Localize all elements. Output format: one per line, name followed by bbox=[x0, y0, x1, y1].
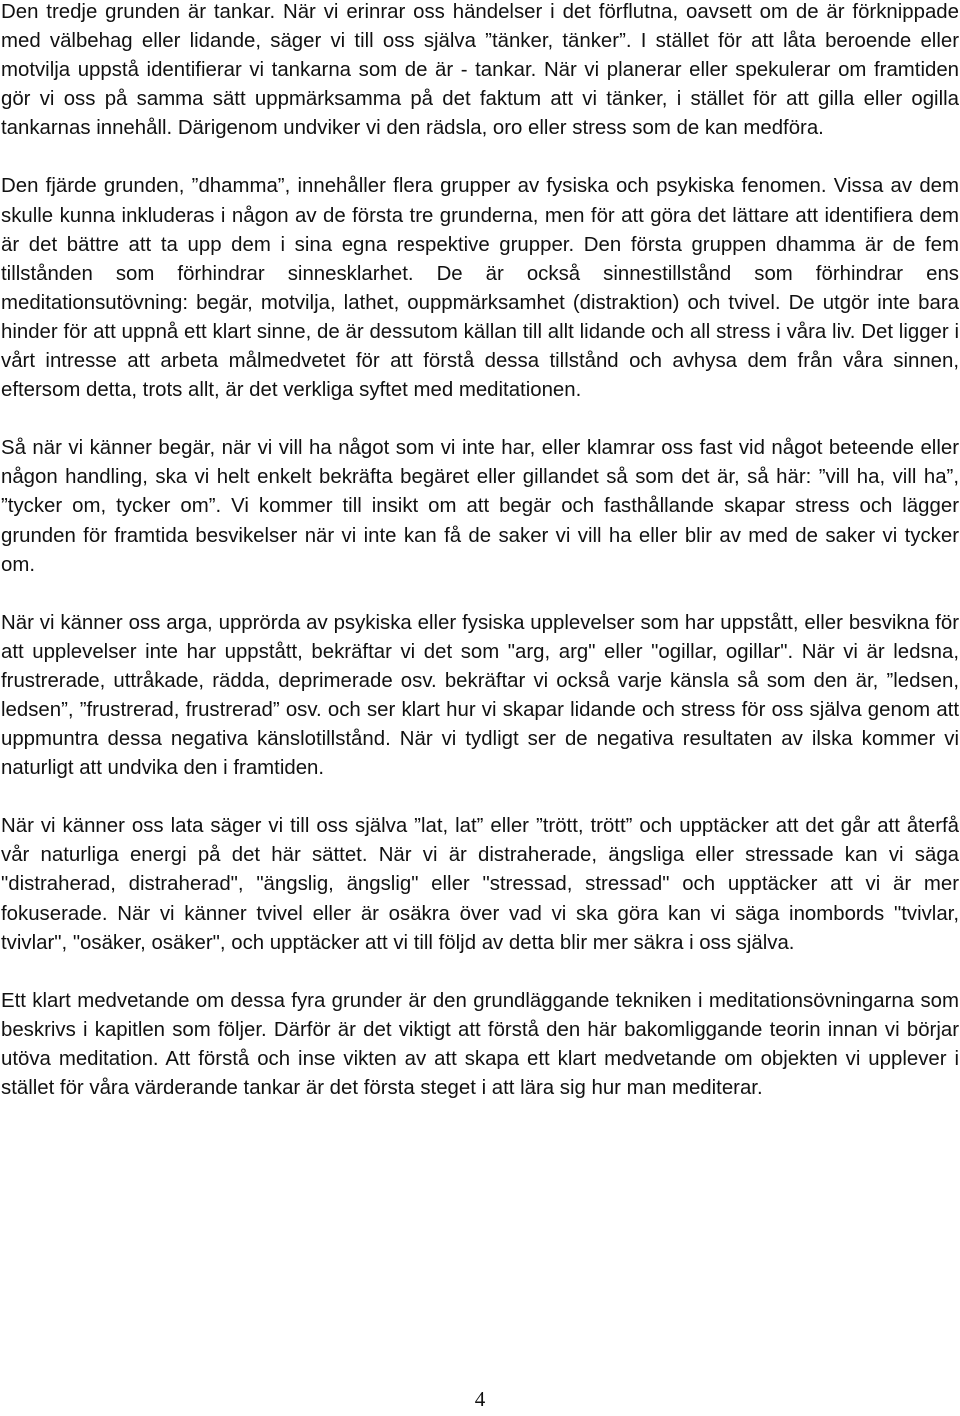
paragraph-spacer bbox=[1, 143, 959, 172]
paragraph-anger: När vi känner oss arga, upprörda av psykiska eller fysiska upplevelser som har uppstått, eller besvikna för att upplevelser inte har uppstått, bekräftar vi det som "arg, arg" eller "ogillar, ogillar". När vi är ledsna, frustrerade, uttråkade, rädda, deprimerade osv. bekräftar vi också varje känsla så som den är, ”ledsen, ledsen”, ”frustrerad, frustrerad” osv. och ser klart hur vi skapar lidande och stress för oss själva genom att uppmuntra dessa negativa känslotillstånd. När vi tydligt ser de negativa resultaten av ilska kommer vi naturligt att undvika den i framtiden. bbox=[1, 611, 959, 780]
paragraph-spacer bbox=[1, 783, 959, 812]
paragraph-desire: Så när vi känner begär, när vi vill ha något som vi inte har, eller klamrar oss fast vid något beteende eller någon handling, ska vi helt enkelt bekräfta begäret eller gillandet så som det är, så här: ”vill ha, vill ha”, ”tycker om, tycker om”. Vi kommer till insikt om att begär och fasthållande skapar stress och lägger grunden för framtida besvikelser när vi inte kan få de saker vi vill ha eller blir av med de saker vi tycker om. bbox=[1, 437, 959, 576]
page-number: 4 bbox=[474, 1387, 486, 1411]
paragraph-fourth-foundation-dhamma: Den fjärde grunden, ”dhamma”, innehåller flera grupper av fysiska och psykiska fenomen. Vissa av dem skulle kunna inkluderas i någon av de första tre grunderna, men för att göra det lättare att identifiera dem är det bättre att ta upp dem i sina egna respektive grupper. Den första gruppen dhamma är de fem tillstånden som förhindrar sinnesklarhet. De är också sinnestillstånd som förhindrar ens meditationsutövning: begär, motvilja, lathet, ouppmärksamhet (distraktion) och tvivel. De utgör inte bara hinder för att uppnå ett klart sinne, de är dessutom källan till allt lidande och all stress i våra liv. Det ligger i vårt intresse att arbeta målmedvetet för att förstå dessa tillstånd och avhysa dem från våra sinnen, eftersom detta, trots allt, är det verkliga syftet med meditationen. bbox=[1, 175, 959, 402]
paragraph-spacer bbox=[1, 958, 959, 987]
paragraph-spacer bbox=[1, 405, 959, 434]
paragraph-spacer bbox=[1, 580, 959, 609]
paragraph-conclusion: Ett klart medvetande om dessa fyra grunder är den grundläggande tekniken i meditationsövningarna som beskrivs i kapitlen som följer. Därför är det viktigt att förstå den här bakomliggande teorin innan vi börjar utöva meditation. Att förstå och inse vikten av att skapa ett klart medvetande om objekten vi upplever i stället för våra värderande tankar är det första steget i att lära sig hur man mediterar. bbox=[1, 989, 959, 1099]
paragraph-third-foundation-thoughts: Den tredje grunden är tankar. När vi erinrar oss händelser i det förflutna, oavsett om de är förknippade med välbehag eller lidande, säger vi till oss själva ”tänker, tänker”. I stället för att låta beroende eller motvilja uppstå identifierar vi tankarna som de är - tankar. När vi planerar eller spekulerar om framtiden gör vi oss på samma sätt uppmärksamma på det faktum att vi tänker, i stället för att gilla eller ogilla tankarnas innehåll. Därigenom undviker vi den rädsla, oro eller stress som de kan medföra. bbox=[1, 1, 959, 140]
paragraph-laziness-doubt: När vi känner oss lata säger vi till oss själva ”lat, lat” eller ”trött, trött” och upptäcker att det går att återfå vår naturliga energi på det här sättet. När vi är distraherade, ängsliga eller stressade kan vi säga "distraherad, distraherad", "ängslig, ängslig" eller "stressad, stressad" och upptäcker att vi är mer fokuserade. När vi känner tvivel eller är osäkra över vad vi ska göra kan vi säga inombords "tvivlar, tvivlar", "osäker, osäker", och upptäcker att vi till följd av detta blir mer säkra i oss själva. bbox=[1, 815, 959, 954]
